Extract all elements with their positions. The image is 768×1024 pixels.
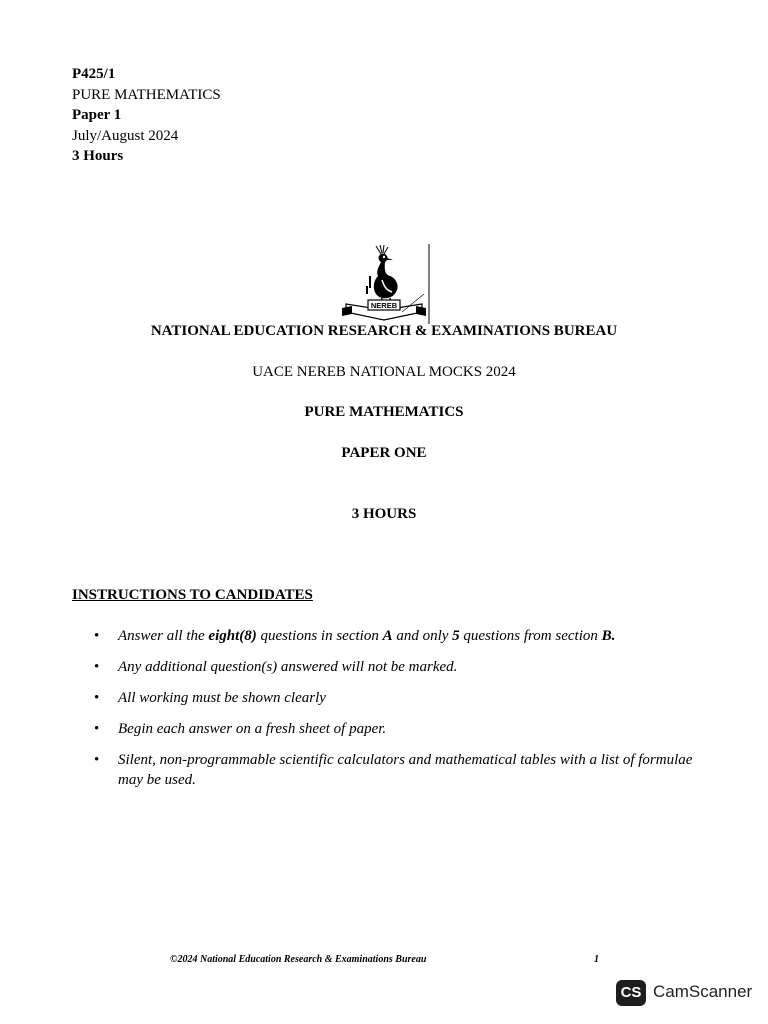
instruction-text: questions in section <box>256 628 383 644</box>
instructions-heading: INSTRUCTIONS TO CANDIDATES <box>72 587 313 603</box>
bullet-icon: • <box>94 659 100 675</box>
instruction-text: Any additional question(s) answered will not be marked. <box>118 659 458 675</box>
subject-name: PURE MATHEMATICS <box>72 86 221 103</box>
exam-header <box>72 64 221 167</box>
paper-code: P425/1 <box>72 66 116 82</box>
instruction-text: Silent, non-programmable scientific calculators and mathematical tables with a list of formulae may be used. <box>118 752 693 788</box>
instruction-emphasis: eight(8) <box>208 628 257 644</box>
instruction-text: Begin each answer on a fresh sheet of paper. <box>118 721 387 737</box>
exam-duration: 3 Hours <box>72 148 124 164</box>
instruction-item <box>94 688 694 708</box>
instruction-item <box>94 719 694 739</box>
bullet-icon: • <box>94 752 100 768</box>
paper-title: PAPER ONE <box>341 445 427 461</box>
page-number: 1 <box>594 954 599 965</box>
crested-crane-icon <box>338 242 434 326</box>
instruction-text: and only <box>392 628 453 644</box>
logo-label: NEREB <box>370 301 398 310</box>
bullet-icon: • <box>94 690 100 706</box>
camscanner-label: CamScanner <box>653 982 753 1001</box>
bureau-name: NATIONAL EDUCATION RESEARCH & EXAMINATIONS BUREAU <box>150 323 618 339</box>
instruction-emphasis: B. <box>601 628 616 644</box>
instruction-item <box>94 750 694 790</box>
instructions-list <box>94 626 694 801</box>
exam-name: UACE NEREB NATIONAL MOCKS 2024 <box>252 364 516 380</box>
duration-title: 3 HOURS <box>351 506 417 522</box>
instruction-emphasis: 5 <box>452 628 460 644</box>
exam-session: July/August 2024 <box>72 127 179 144</box>
footer-copyright: ©2024 National Education Research & Examinations Bureau <box>170 954 427 965</box>
nereb-logo <box>338 242 434 326</box>
camscanner-logo-icon: CS <box>616 980 646 1006</box>
subject-title: PURE MATHEMATICS <box>304 404 464 420</box>
paper-number: Paper 1 <box>72 107 122 123</box>
instruction-item <box>94 626 694 646</box>
instruction-text: Answer all the <box>118 628 209 644</box>
instruction-text: All working must be shown clearly <box>118 690 326 706</box>
instruction-item <box>94 657 694 677</box>
bullet-icon: • <box>94 721 100 737</box>
instruction-emphasis: A <box>382 628 393 644</box>
bullet-icon: • <box>94 628 100 644</box>
instruction-text: questions from section <box>459 628 602 644</box>
